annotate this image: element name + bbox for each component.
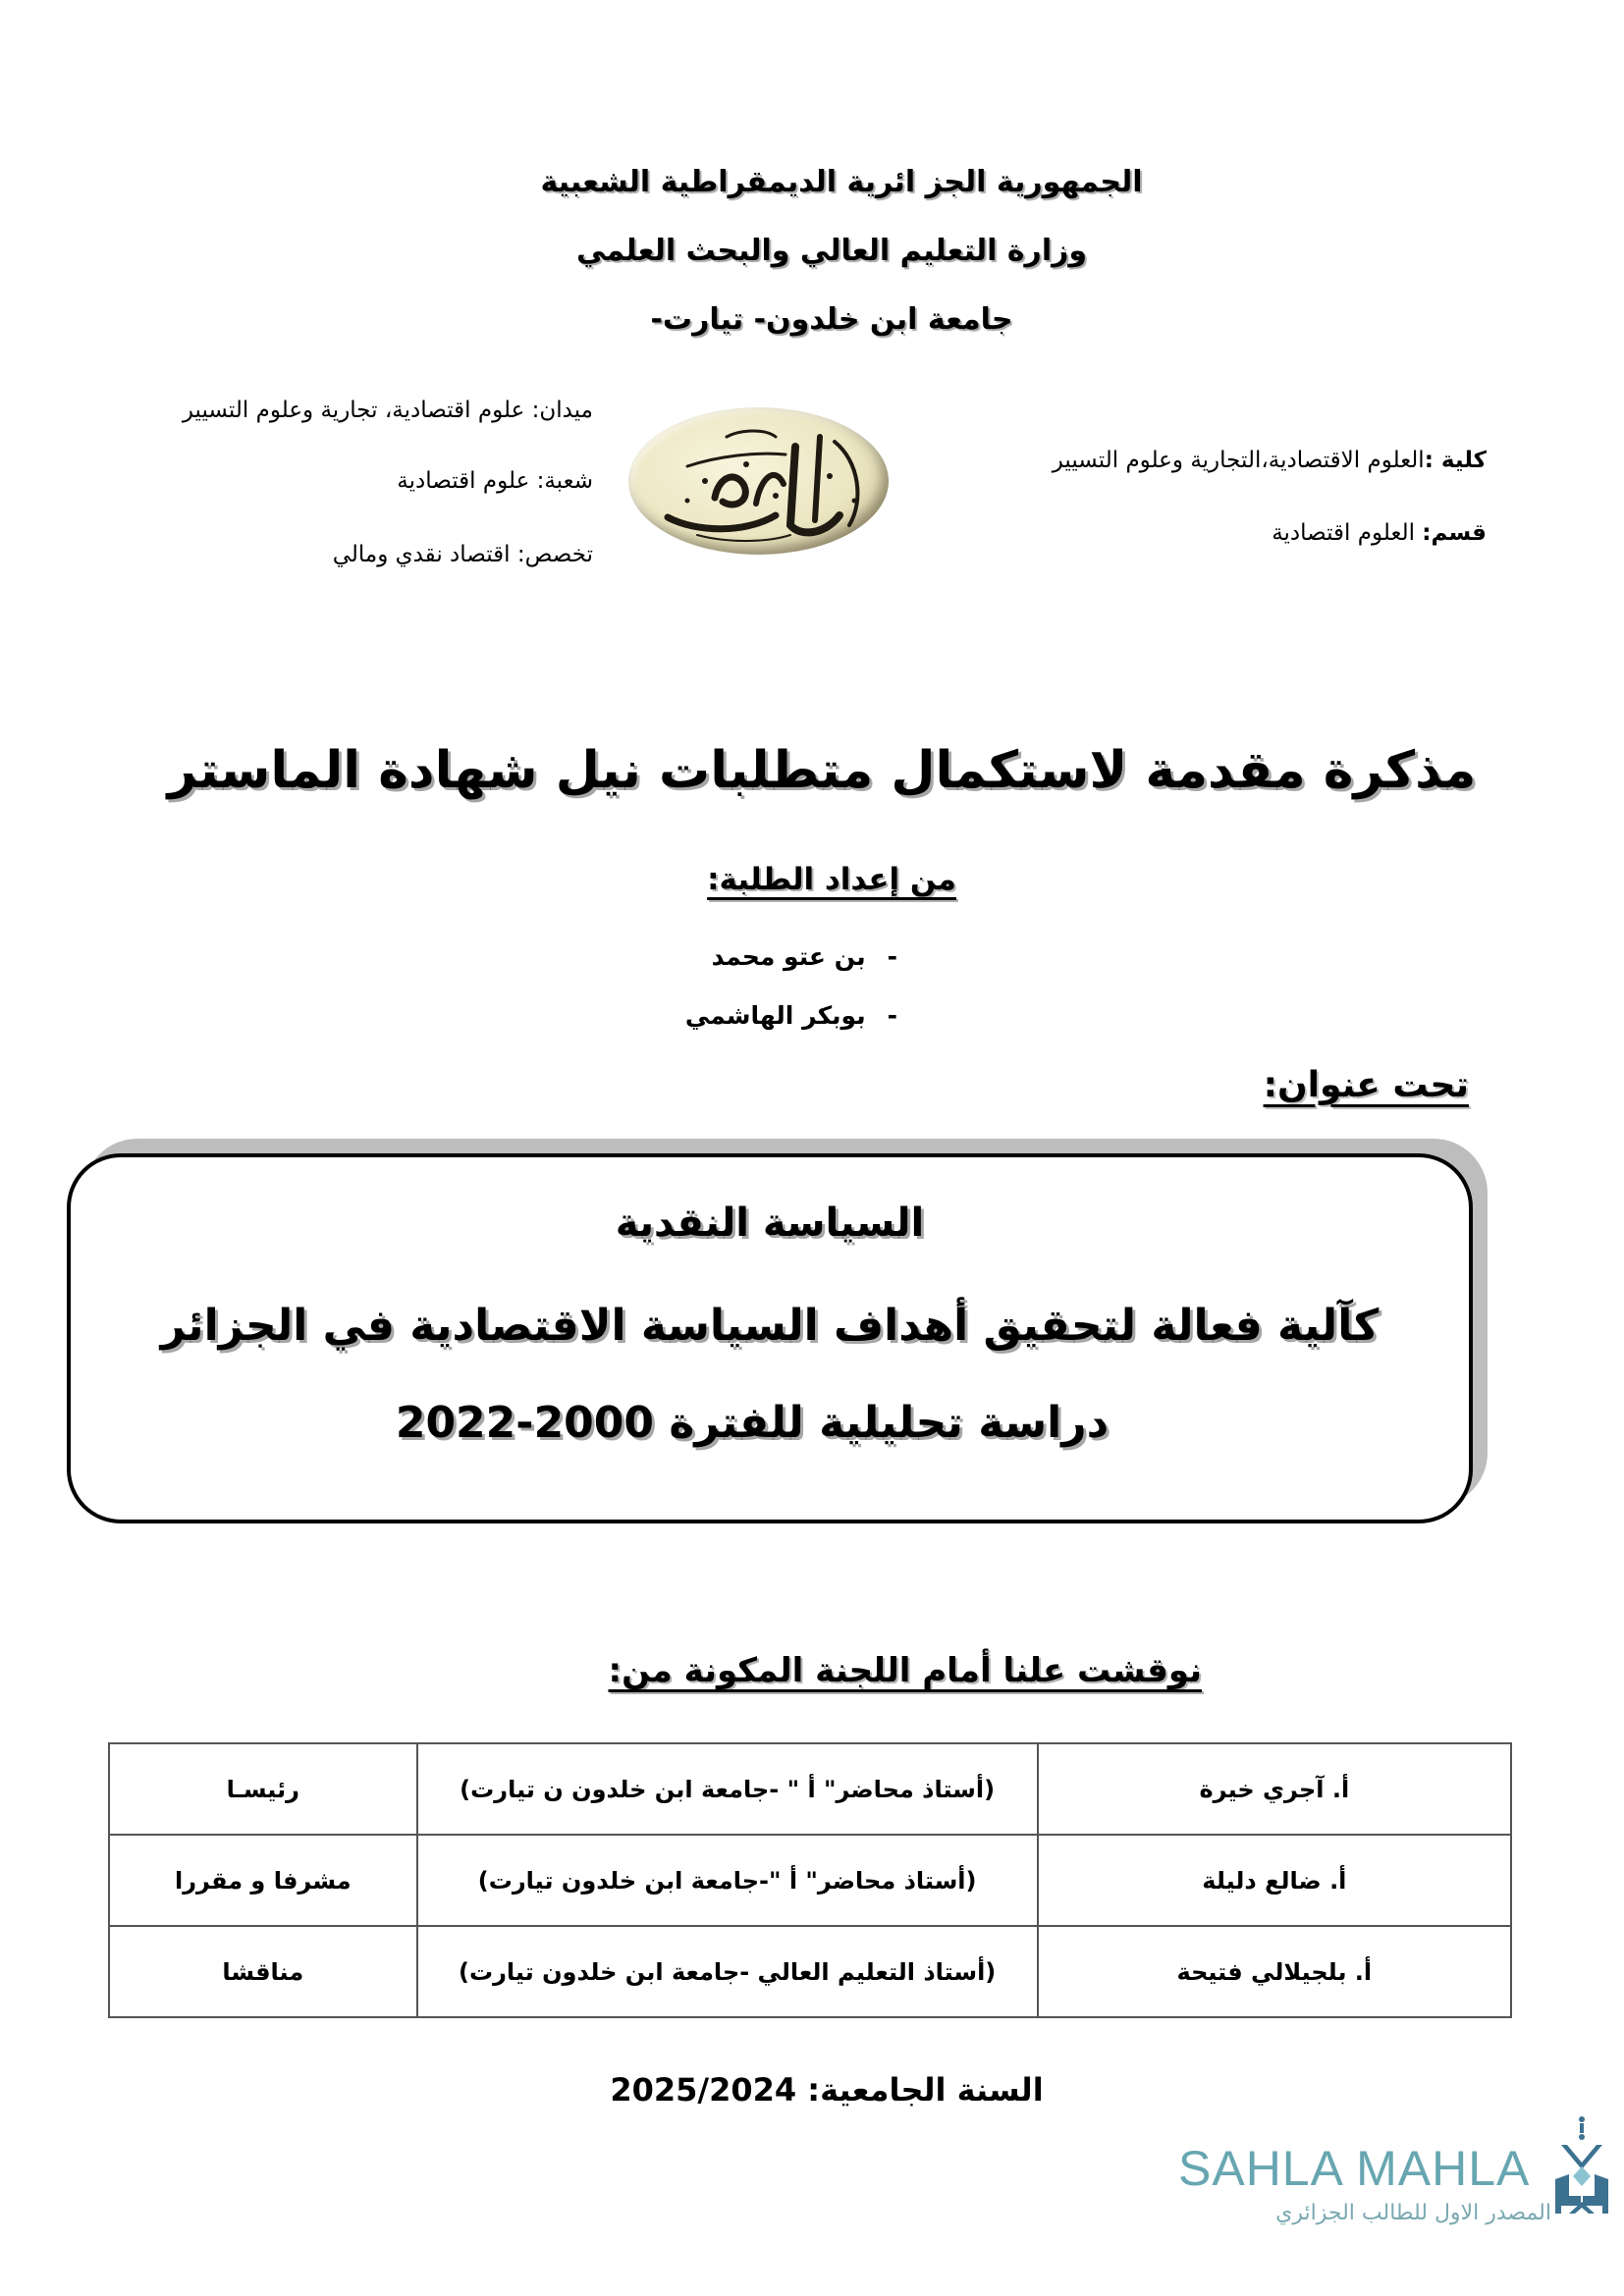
university-seal-icon xyxy=(628,407,889,555)
member-name: أ. ضالع دليلة xyxy=(1038,1835,1511,1926)
student-name: بن عتو محمد xyxy=(711,942,866,971)
student-item xyxy=(712,942,897,971)
student-item xyxy=(685,1001,897,1030)
committee-label: نوقشت علنا أمام اللجنة المكونة من: xyxy=(608,1651,1202,1690)
specialty-info: تخصص: اقتصاد نقدي ومالي xyxy=(332,542,593,567)
table-row xyxy=(109,1743,1511,1835)
member-role: مشرفا و مقررا xyxy=(109,1835,417,1926)
thesis-title-line-2: كآلية فعالة لتحقيق أهداف السياسة الاقتصادية في الجزائر xyxy=(160,1301,1380,1351)
member-rank: (أستاذ محاضر" أ "-جامعة ابن خلدون تيارت) xyxy=(417,1835,1038,1926)
faculty-label: كلية : xyxy=(1424,448,1487,473)
republic-heading: الجمهورية الجز ائرية الديمقراطية الشعبية xyxy=(540,165,1143,199)
list-dash: - xyxy=(887,942,897,971)
branch-info: شعبة: علوم اقتصادية xyxy=(397,468,593,494)
prepared-by-label: من إعداد الطلبة: xyxy=(707,862,956,897)
sahla-mahla-emblem-icon xyxy=(1551,2115,1612,2218)
faculty-info xyxy=(1053,448,1487,473)
field-info: ميدان: علوم اقتصادية، تجارية وعلوم التسيير xyxy=(182,398,593,423)
department-info xyxy=(1272,520,1487,546)
thesis-title-line-1: السياسة النقدية xyxy=(615,1201,925,1246)
table-row xyxy=(109,1835,1511,1926)
member-rank: (أستاذ محاضر" أ " -جامعة ابن خلدون ن تيارت) xyxy=(417,1743,1038,1835)
watermark-tagline: المصدر الاول للطالب الجزائري xyxy=(1275,2201,1551,2225)
academic-year: السنة الجامعية: 2025/2024 xyxy=(610,2071,1044,2109)
member-role: رئيسـا xyxy=(109,1743,417,1835)
member-name: أ. آجري خيرة xyxy=(1038,1743,1511,1835)
committee-table xyxy=(108,1742,1512,2018)
watermark-brand: SAHLA MAHLA xyxy=(1178,2141,1531,2196)
member-name: أ. بلجيلالي فتيحة xyxy=(1038,1926,1511,2017)
list-dash: - xyxy=(887,1001,897,1030)
member-role: مناقشا xyxy=(109,1926,417,2017)
thesis-title-line-3: دراسة تحليلية للفترة 2000-2022 xyxy=(395,1398,1110,1448)
university-heading: جامعة ابن خلدون- تيارت- xyxy=(650,302,1013,337)
memo-title: مذكرة مقدمة لاستكمال متطلبات نيل شهادة الماستر xyxy=(167,741,1477,800)
ministry-heading: وزارة التعليم العالي والبحث العلمي xyxy=(575,234,1088,268)
faculty-value: العلوم الاقتصادية،التجارية وعلوم التسيير xyxy=(1052,448,1425,473)
student-name: بوبكر الهاشمي xyxy=(684,1001,866,1030)
department-value: العلوم اقتصادية xyxy=(1272,520,1423,546)
table-row xyxy=(109,1926,1511,2017)
department-label: قسم: xyxy=(1422,520,1487,546)
under-title-label: تحت عنوان: xyxy=(1263,1065,1469,1105)
member-rank: (أستاذ التعليم العالي -جامعة ابن خلدون تيارت) xyxy=(417,1926,1038,2017)
